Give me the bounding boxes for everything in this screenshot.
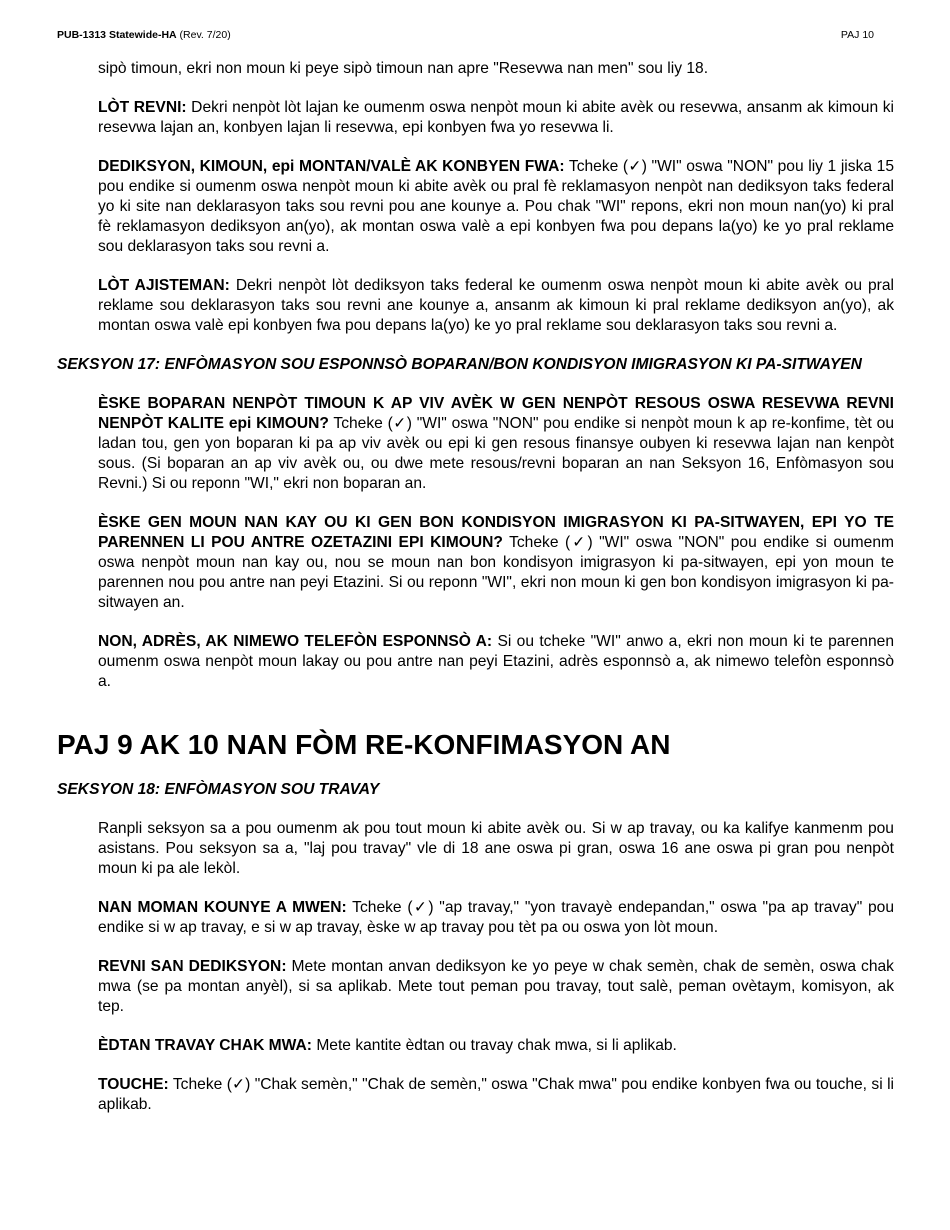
section-18-p1-paragraph	[98, 898, 894, 938]
lot-revni-paragraph	[98, 98, 894, 138]
section-17-q1-label: ÈSKE BOPARAN NENPÒT TIMOUN K AP VIV AVÈK W GEN NENPÒT RESOUS OSWA RESEVWA REVNI NENPÒT KALITE epi KIMOUN?	[98, 395, 894, 432]
section-17-q3-label: NON, ADRÈS, AK NIMEWO TELEFÒN ESPONNSÒ A:	[98, 633, 493, 650]
section-18-p4-paragraph	[98, 1075, 894, 1115]
form-id: PUB-1313 Statewide-HA	[57, 29, 177, 41]
section-18-p3-label: ÈDTAN TRAVAY CHAK MWA:	[98, 1037, 312, 1054]
page-number: PAJ 10	[840, 29, 874, 41]
document-body	[57, 59, 894, 1115]
section-17-q2-label: ÈSKE GEN MOUN NAN KAY OU KI GEN BON KONDISYON IMIGRASYON KI PA-SITWAYEN, EPI YO TE PARENNEN LI POU ANTRE OZETAZINI EPI KIMOUN?	[98, 514, 894, 551]
page-header-form-id	[57, 29, 231, 41]
lot-ajisteman-label: LÒT AJISTEMAN:	[98, 277, 230, 294]
section-18-p4-text: Tcheke (✓) "Chak semèn," "Chak de semèn," oswa "Chak mwa" pou endike konbyen fwa ou touche, si li aplikab.	[98, 1076, 894, 1113]
form-revision: (Rev. 7/20)	[179, 29, 231, 41]
section-18-p1-text: Tcheke (✓) "ap travay," "yon travayè endepandan," oswa "pa ap travay" pou endike si w ap travay, e si w ap travay, èske w ap travay pou tèt pa ou oswa yon lòt moun.	[98, 899, 894, 936]
section-17-q3-paragraph	[98, 632, 894, 692]
section-17-q2-paragraph	[98, 513, 894, 613]
section-18-title: SEKSYON 18: ENFÒMASYON SOU TRAVAY	[57, 781, 380, 798]
section-17-q2-text: Tcheke (✓) "WI" oswa "NON" pou endike si oumenm oswa nenpòt moun nan kay ou, nou se moun nan bon kondisyon imigrasyon ki pa-sitwayen, epi yon moun te parennen nou pou antre nan peyi Etazini. Si ou reponn "WI", ekri non moun ki gen bon kondisyon imigrasyon ki pa-sitwayen an.	[98, 534, 894, 611]
dediksyon-label: DEDIKSYON, KIMOUN, epi MONTAN/VALÈ AK KONBYEN FWA:	[98, 158, 565, 175]
section-18-p4-label: TOUCHE:	[98, 1076, 169, 1093]
section-18-intro: Ranpli seksyon sa a pou oumenm ak pou tout moun ki abite avèk ou. Si w ap travay, ou ka kalifye kanmenm pou asistans. Pou seksyon sa a, "laj pou travay" vle di 18 ane oswa pi gran, oswa 16 ane oswa pi gran pou nenpòt moun ki pa ale lekòl.	[98, 820, 894, 877]
section-18-p3-paragraph	[98, 1036, 894, 1056]
dediksyon-paragraph	[98, 157, 894, 257]
section-18-p2-label: REVNI SAN DEDIKSYON:	[98, 958, 287, 975]
section-18-p1-label: NAN MOMAN KOUNYE A MWEN:	[98, 899, 347, 916]
section-18-p2-text: Mete montan anvan dediksyon ke yo peye w chak semèn, chak de semèn, oswa chak mwa (se pa montan anyèl), si sa aplikab. Mete tout peman pou travay, tout salè, peman ovètaym, komisyon, ak tep.	[98, 958, 894, 1015]
lot-revni-label: LÒT REVNI:	[98, 99, 187, 116]
lot-ajisteman-text: Dekri nenpòt lòt dediksyon taks federal ke oumenm oswa nenpòt moun ki abite avèk ou pral reklame sou deklarasyon taks sou revni ane kounye a, ansanm ak kimoun ki pral reklame dediksyon an(yo), ak montan oswa valè epi konbyen fwa pou depans la(yo) ke yo pral reklame sou deklarasyon taks sou revni a.	[98, 277, 894, 334]
section-17-title: SEKSYON 17: ENFÒMASYON SOU ESPONNSÒ BOPARAN/BON KONDISYON IMIGRASYON KI PA-SITWAYEN	[57, 356, 862, 373]
page-heading: PAJ 9 AK 10 NAN FÒM RE-KONFIMASYON AN	[57, 729, 671, 760]
section-17-q1-text: Tcheke (✓) "WI" oswa "NON" pou endike si nenpòt moun k ap re-konfime, tèt ou ladan tou, gen yon boparan ki pa ap viv avèk ou epi ki gen resous finansye oubyen ki resevwa lajan nan kenpòt sous. (Si boparan an ap viv avèk ou, ou dwe mete resous/revni boparan an nan Seksyon 16, Enfòmasyon sou Revni.) Si ou reponn "WI," ekri non boparan an.	[98, 415, 894, 492]
lot-ajisteman-paragraph	[98, 276, 894, 336]
section-18-p3-text: Mete kantite èdtan ou travay chak mwa, si li aplikab.	[311, 1037, 677, 1054]
dediksyon-text: Tcheke (✓) "WI" oswa "NON" pou liy 1 jiska 15 pou endike si oumenm oswa nenpòt moun ki abite avèk ou pral fè reklamasyon nenpòt nan dediksyon taks federal yo ki site nan deklarasyon taks sou revni pou ane kounye a. Pou chak "WI" repons, ekri non moun nan(yo) ki pral fè reklamasyon dediksyon an(yo), ak montan oswa valè a epi konbyen fwa pou depans la(yo) ke yo pral reklame sou deklarasyon taks sou revni a.	[98, 158, 894, 255]
section-17-q1-paragraph	[98, 394, 894, 494]
section-18-p2-paragraph	[98, 957, 894, 1017]
lot-revni-text: Dekri nenpòt lòt lajan ke oumenm oswa nenpòt moun ki abite avèk ou resevwa, ansanm ak kimoun ki resevwa lajan an, konbyen lajan li resevwa, epi konbyen fwa yo resevwa li.	[98, 99, 894, 136]
intro-paragraph: sipò timoun, ekri non moun ki peye sipò timoun nan apre "Resevwa nan men" sou liy 18.	[98, 60, 709, 77]
section-17-q3-text: Si ou tcheke "WI" anwo a, ekri non moun ki te parennen oumenm oswa nenpòt moun lakay ou pou antre nan peyi Etazini, adrès esponnsò a, ak nimewo telefòn esponnsò a.	[98, 633, 894, 690]
